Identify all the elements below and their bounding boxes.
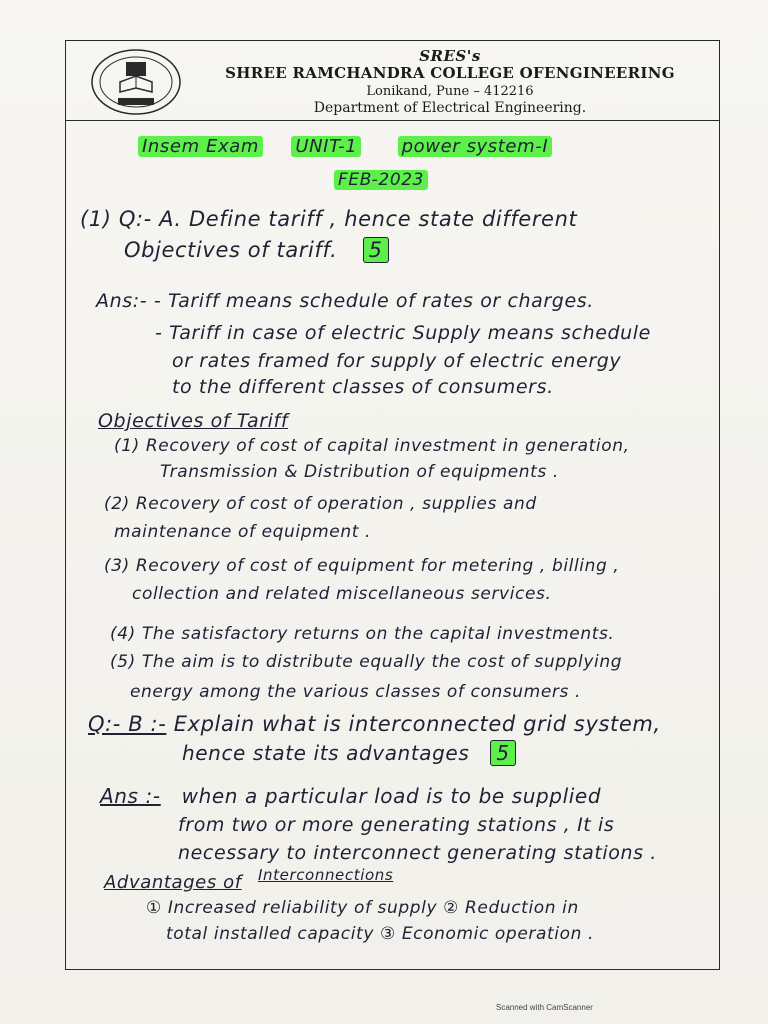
department-name: Department of Electrical Engineering.	[313, 100, 587, 116]
question-b-line-1	[88, 712, 661, 736]
objective-2-line-1: (2) Recovery of cost of operation , supplies and	[104, 494, 537, 514]
exam-date-wrap	[334, 170, 428, 190]
scanner-watermark: Scanned with CamScanner	[496, 1003, 593, 1012]
question-1-text-2: Objectives of tariff.	[124, 238, 338, 262]
answer-2-line-2: from two or more generating stations , It is	[178, 814, 615, 836]
question-b-label: Q:- B :-	[88, 712, 167, 736]
objectives-heading: Objectives of Tariff	[98, 410, 289, 432]
exam-title-line	[138, 136, 552, 157]
college-address: Lonikand, Pune – 412216	[366, 84, 534, 99]
question-1-line-2	[124, 238, 389, 262]
college-name: SHREE RAMCHANDRA COLLEGE OFENGINEERING	[225, 64, 675, 82]
answer-2-line-3: necessary to interconnect generating stations .	[178, 842, 657, 864]
question-1-text-1: Define tariff , hence state different	[189, 207, 578, 231]
answer-1-line-3: or rates framed for supply of electric energy	[172, 350, 622, 372]
header-divider	[65, 120, 720, 121]
college-emblem-icon	[90, 48, 182, 116]
objective-3-line-1: (3) Recovery of cost of equipment for metering , billing ,	[104, 556, 620, 576]
objective-5-line-1: (5) The aim is to distribute equally the cost of supplying	[110, 652, 623, 672]
answer-1-line-4: to the different classes of consumers.	[172, 376, 554, 398]
objective-1-line-1: (1) Recovery of cost of capital investment in generation,	[114, 436, 630, 456]
advantages-line-2: total installed capacity ③ Economic operation .	[166, 924, 594, 944]
subject-label: power system-I	[398, 136, 553, 157]
question-1-marks: 5	[363, 237, 389, 263]
answer-1-line-2: - Tariff in case of electric Supply means schedule	[155, 322, 651, 344]
exam-label: Insem Exam	[138, 136, 263, 157]
objective-3-line-2: collection and related miscellaneous services.	[132, 584, 552, 604]
answer-2-label: Ans :-	[100, 784, 161, 808]
answer-1-text-1: Tariff means schedule of rates or charges.	[167, 290, 594, 312]
advantages-line-1: ① Increased reliability of supply ② Reduction in	[146, 898, 579, 918]
question-b-marks: 5	[490, 740, 515, 766]
answer-1-line-1	[96, 290, 594, 312]
exam-date: FEB-2023	[334, 170, 428, 190]
advantages-heading	[104, 866, 394, 893]
answer-2-line-1	[100, 784, 601, 808]
unit-label: UNIT-1	[291, 136, 361, 157]
answer-1-label: Ans:- -	[96, 290, 162, 312]
question-b-text-1: Explain what is interconnected grid system,	[173, 712, 661, 736]
objective-4-line-1: (4) The satisfactory returns on the capital investments.	[110, 624, 615, 644]
objective-2-line-2: maintenance of equipment .	[114, 522, 371, 542]
question-1-line-1	[80, 207, 577, 231]
advantages-prefix: Advantages of	[104, 872, 242, 893]
question-b-line-2	[182, 741, 516, 765]
question-b-text-2: hence state its advantages	[182, 741, 470, 765]
answer-2-text-1: when a particular load is to be supplied	[181, 784, 602, 808]
objective-5-line-2: energy among the various classes of consumers .	[130, 682, 581, 702]
objective-1-line-2: Transmission & Distribution of equipments .	[160, 462, 559, 482]
question-1-label: (1) Q:- A.	[80, 207, 182, 231]
society-name: SRES's	[419, 47, 481, 65]
advantages-word: Interconnections	[258, 866, 394, 884]
